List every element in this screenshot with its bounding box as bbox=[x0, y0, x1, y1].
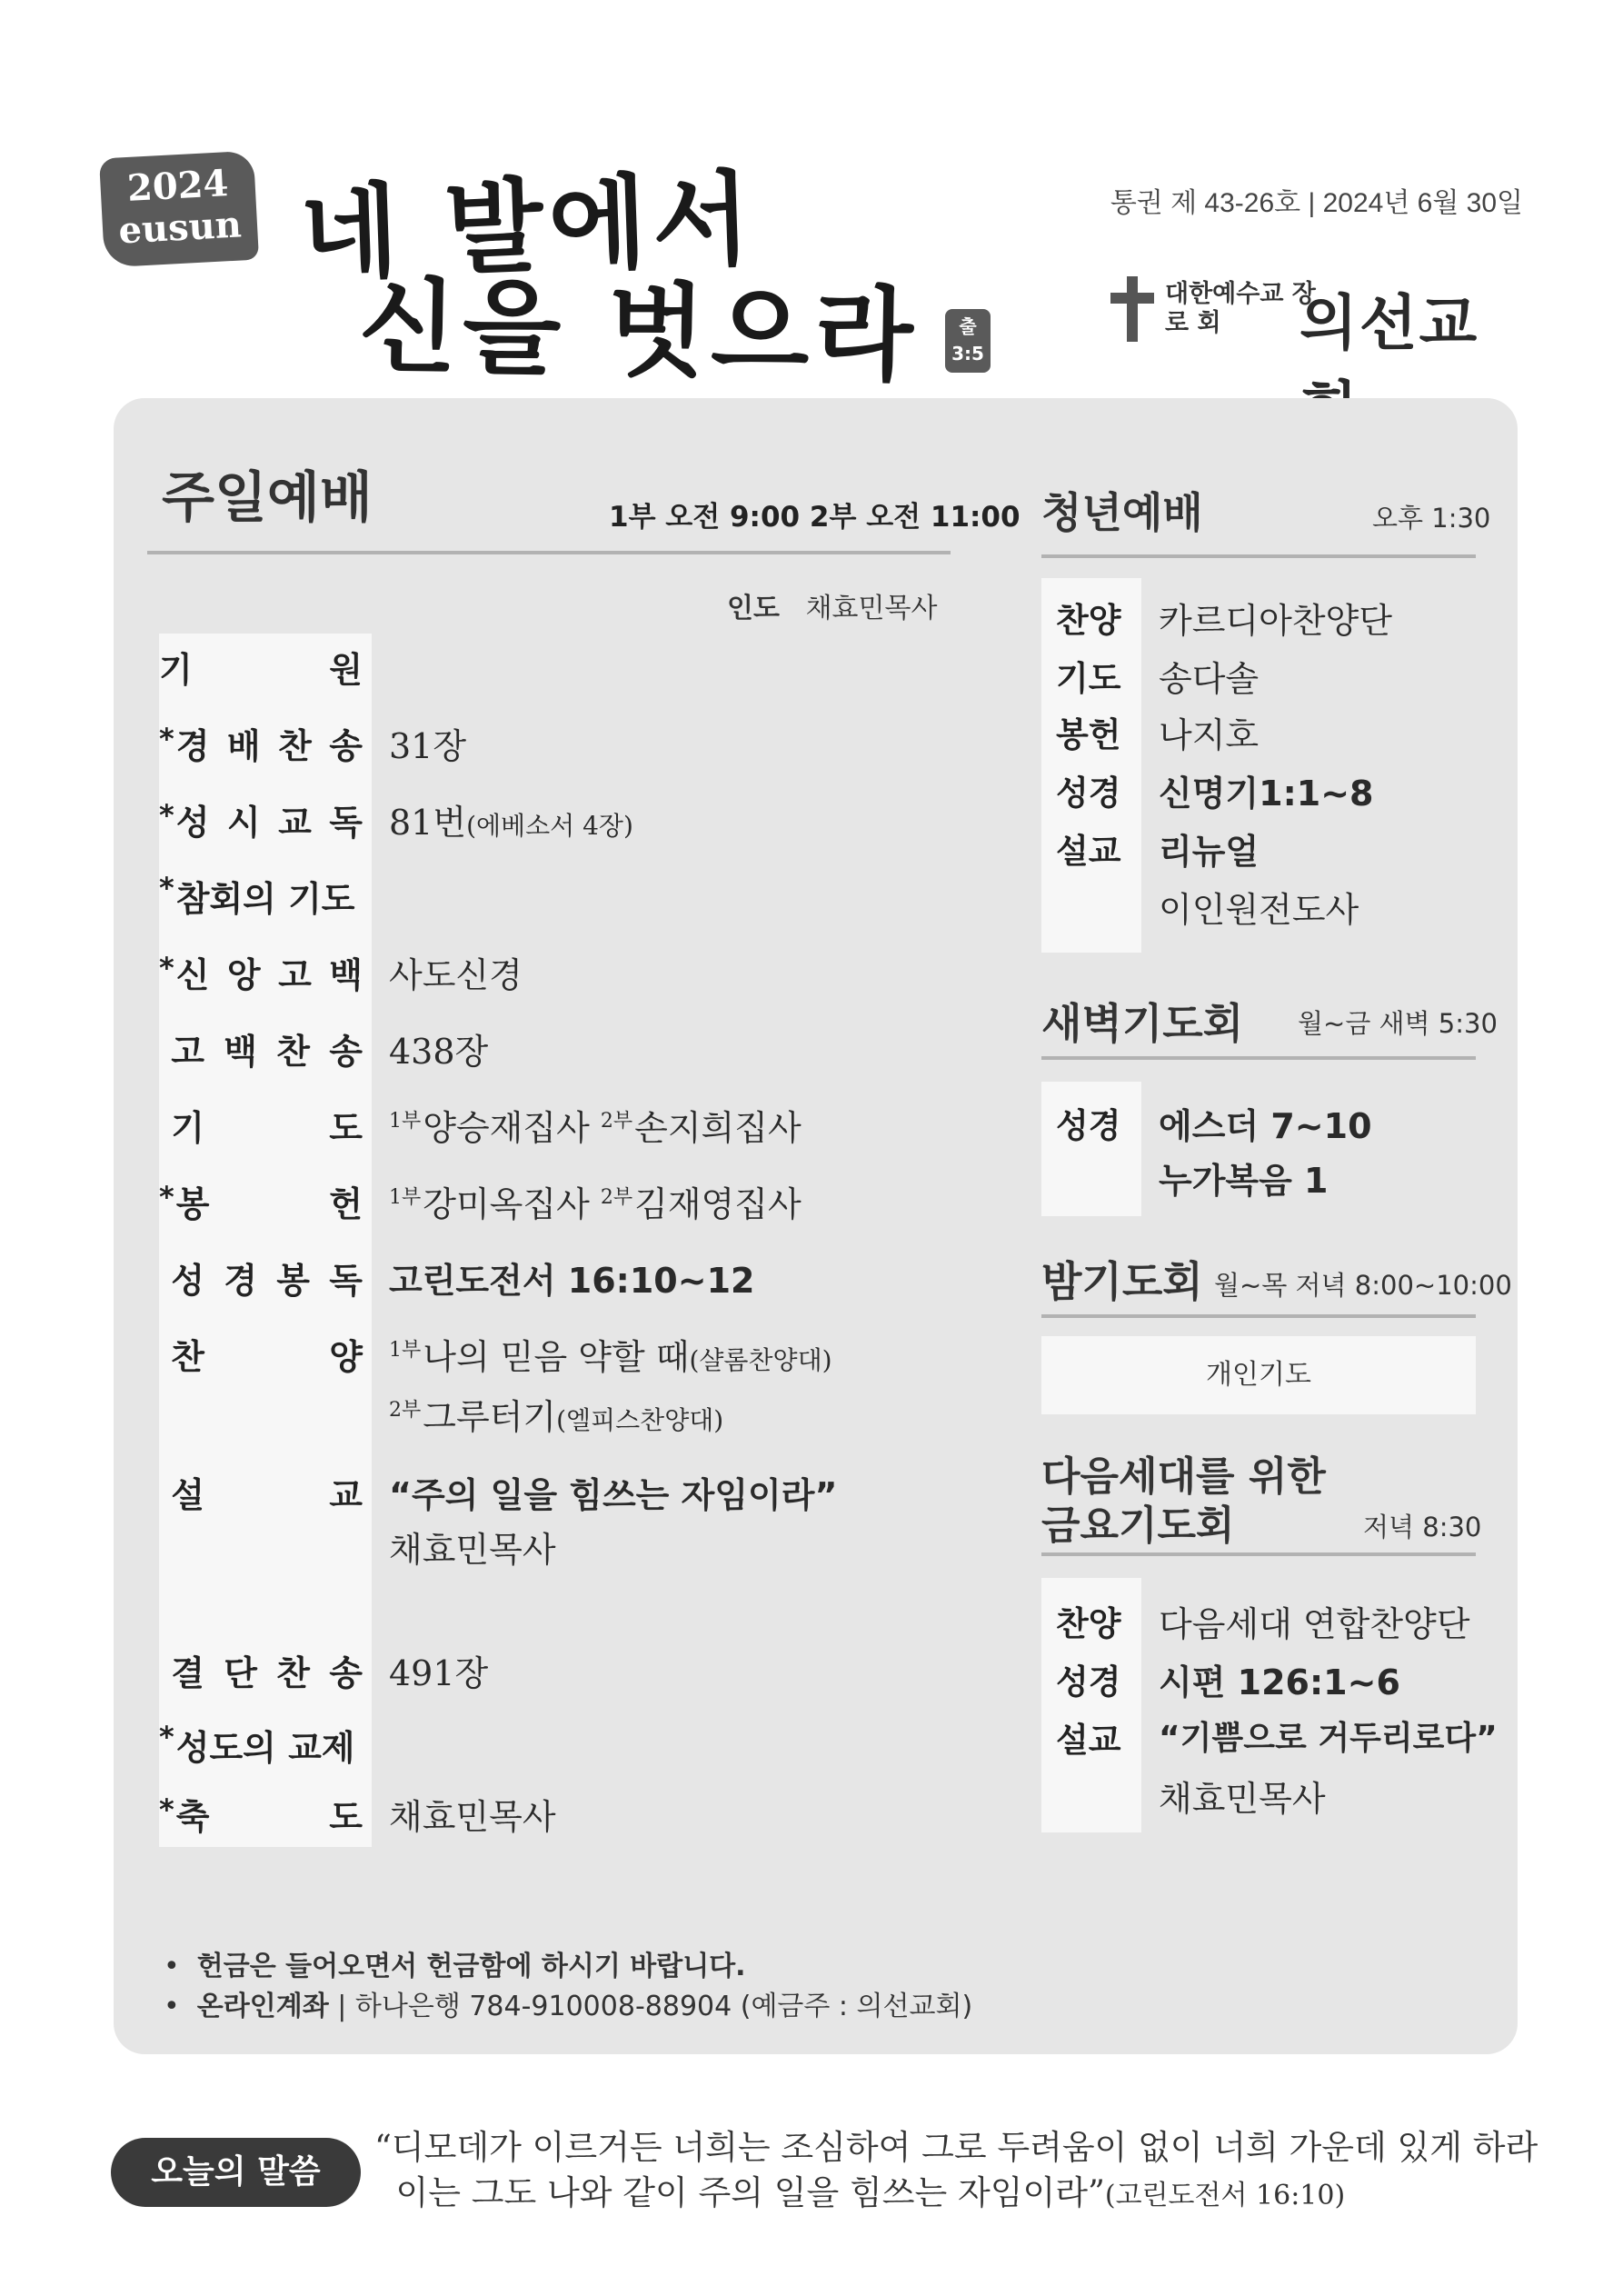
friday-label: 설교 bbox=[1056, 1721, 1121, 1760]
order-label: * 참회의 기도 bbox=[159, 871, 355, 919]
order-label: 찬 양 bbox=[159, 1337, 363, 1377]
section-divider bbox=[1041, 1552, 1476, 1556]
night-prayer-time: 월~목 저녁 8:00~10:00 bbox=[1214, 1270, 1512, 1301]
order-value: $^{1부}$나의 믿음 약할 때(샬롬찬양대) bbox=[389, 1337, 832, 1377]
order-value: 491장 bbox=[389, 1653, 489, 1693]
scripture-ref-book: 출 bbox=[959, 315, 977, 337]
friday-sermon-title: “기쁨으로 거두리로다” bbox=[1159, 1720, 1498, 1757]
friday-prayer-title-line2: 금요기도회 bbox=[1041, 1502, 1235, 1549]
todays-word-label: 오늘의 말씀 bbox=[111, 2138, 361, 2207]
denomination: 대한예수교 장 로 회 bbox=[1165, 280, 1316, 337]
order-label: 설 교 bbox=[159, 1475, 363, 1515]
friday-prayer-title-line1: 다음세대를 위한 bbox=[1041, 1453, 1326, 1500]
scripture-ref-verse: 3:5 bbox=[951, 343, 984, 364]
service-leader bbox=[727, 585, 937, 625]
order-value bbox=[389, 794, 633, 844]
order-label: 기 도 bbox=[159, 1108, 363, 1148]
youth-value: 카르디아찬양단 bbox=[1159, 601, 1392, 641]
order-label: 기 원 bbox=[159, 650, 363, 690]
sunday-service-times: 1부 오전 9:00 2부 오전 11:00 bbox=[609, 501, 1021, 534]
youth-label: 성경 bbox=[1056, 774, 1121, 813]
year-badge bbox=[99, 151, 259, 268]
friday-label: 찬양 bbox=[1056, 1604, 1121, 1643]
order-label: *축 도 bbox=[159, 1792, 363, 1837]
order-value: 31장 bbox=[389, 726, 467, 766]
friday-prayer-time: 저녁 8:30 bbox=[1363, 1512, 1482, 1542]
order-value: 고린도전서 16:10~12 bbox=[389, 1261, 755, 1301]
night-prayer-title: 밤기도회 bbox=[1041, 1257, 1203, 1306]
verse-line1: “디모데가 이르거든 너희는 조심하여 그로 두려움이 없이 너희 가운데 있게 하라 bbox=[374, 2128, 1538, 2167]
order-label: *성 시 교 독 bbox=[159, 798, 363, 843]
friday-value: 다음세대 연합찬양단 bbox=[1159, 1604, 1470, 1644]
dawn-label: 성경 bbox=[1056, 1106, 1121, 1145]
notice-offering: • 헌금은 들어오면서 헌금함에 하시기 바랍니다. bbox=[164, 1951, 746, 1982]
sermon-title: “주의 일을 힘쓰는 자임이라” bbox=[389, 1475, 838, 1515]
order-value-main: 81번 bbox=[389, 803, 467, 843]
youth-value: 신명기1:1~8 bbox=[1159, 774, 1374, 814]
sermon-preacher: 채효민목사 bbox=[389, 1530, 556, 1570]
church-name: 의선교 bbox=[1299, 288, 1479, 358]
order-label: 결 단 찬 송 bbox=[159, 1653, 363, 1693]
youth-preacher: 이인원전도사 bbox=[1159, 890, 1359, 930]
order-value: $^{2부}$그루터기(엘피스찬양대) bbox=[389, 1397, 724, 1437]
section-divider bbox=[1041, 1056, 1476, 1060]
order-value-note: (에베소서 4장) bbox=[466, 811, 633, 841]
leader-name: 채효민목사 bbox=[805, 593, 938, 624]
youth-label: 봉헌 bbox=[1056, 715, 1121, 754]
youth-label: 기도 bbox=[1056, 659, 1121, 698]
dawn-value: 에스더 7~10 bbox=[1159, 1106, 1372, 1146]
youth-label: 설교 bbox=[1056, 832, 1121, 871]
dawn-value: 누가복음 1 bbox=[1159, 1161, 1329, 1201]
section-divider bbox=[1041, 1314, 1476, 1318]
leader-label: 인도 bbox=[727, 593, 780, 624]
youth-value: 리뉴얼 bbox=[1159, 832, 1260, 872]
dawn-prayer-time: 월~금 새벽 5:30 bbox=[1298, 1008, 1498, 1039]
order-label: 고 백 찬 송 bbox=[159, 1032, 363, 1072]
cross-icon bbox=[1109, 276, 1156, 342]
order-value: 438장 bbox=[389, 1032, 489, 1072]
notice-account: • 온라인계좌 | 하나은행 784-910008-88904 (예금주 : 의선교회) bbox=[164, 1991, 973, 2022]
youth-service-time: 오후 1:30 bbox=[1372, 503, 1491, 534]
dawn-prayer-title: 새벽기도회 bbox=[1041, 999, 1244, 1048]
verse-line2: 이는 그도 나와 같이 주의 일을 힘쓰는 자임이라”(고린도전서 16:10) bbox=[395, 2173, 1346, 2212]
friday-label: 성경 bbox=[1056, 1662, 1121, 1702]
night-prayer-content: 개인기도 bbox=[1041, 1336, 1476, 1414]
order-label: 성 경 봉 독 bbox=[159, 1261, 363, 1301]
notices bbox=[164, 1947, 972, 2027]
order-label: * 성도의 교제 bbox=[159, 1720, 355, 1768]
theme-title-line2: 신을 벗으라 bbox=[357, 266, 920, 396]
order-label: *경 배 찬 송 bbox=[159, 722, 363, 766]
order-value: $^{1부}$양승재집사 $^{2부}$손지희집사 bbox=[389, 1108, 802, 1148]
todays-verse bbox=[374, 2125, 1538, 2219]
order-label: *신 앙 고 백 bbox=[159, 951, 363, 995]
scripture-ref-badge bbox=[945, 309, 991, 373]
friday-value: 시편 126:1~6 bbox=[1159, 1662, 1400, 1702]
friday-preacher: 채효민목사 bbox=[1159, 1779, 1326, 1819]
sunday-service-title: 주일예배 bbox=[162, 466, 373, 530]
year-text: 2024 bbox=[125, 162, 230, 210]
brand-text: eusun bbox=[117, 203, 243, 253]
theme-title-line1: 네 발에서 bbox=[298, 159, 759, 294]
youth-label: 찬양 bbox=[1056, 601, 1121, 640]
order-value: $^{1부}$강미옥집사 $^{2부}$김재영집사 bbox=[389, 1184, 802, 1224]
order-value: 사도신경 bbox=[389, 955, 523, 995]
order-value: 채효민목사 bbox=[389, 1797, 556, 1837]
church-logo bbox=[1109, 273, 1527, 358]
youth-service-title: 청년예배 bbox=[1041, 488, 1203, 537]
section-divider bbox=[147, 551, 951, 554]
section-divider bbox=[1041, 554, 1476, 558]
youth-value: 나지호 bbox=[1159, 715, 1260, 755]
issue-info: 통권 제 43-26호 | 2024년 6월 30일 bbox=[1110, 188, 1523, 218]
youth-value: 송다솔 bbox=[1159, 659, 1260, 699]
order-label: *봉 헌 bbox=[159, 1180, 363, 1224]
